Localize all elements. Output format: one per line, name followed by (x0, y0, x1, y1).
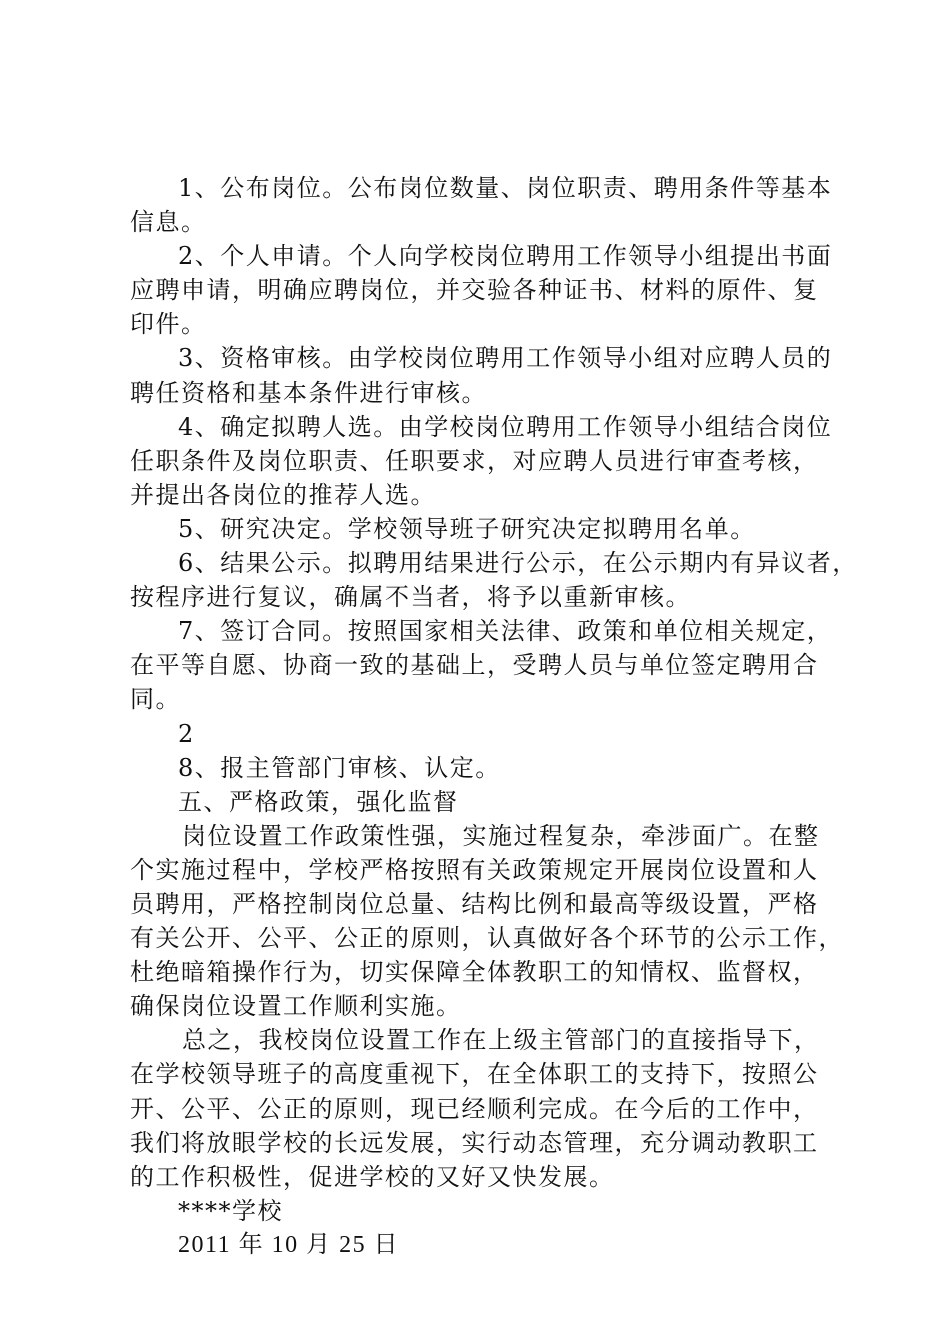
summary-line-5: 的工作积极性，促进学校的又好又快发展。 (130, 1162, 615, 1191)
policy-line-2: 个实施过程中，学校严格按照有关政策规定开展岗位设置和人 (130, 855, 819, 884)
policy-line-4: 有关公开、公平、公正的原则，认真做好各个环节的公示工作， (130, 924, 844, 953)
summary-line-3: 开、公平、公正的原则，现已经顺利完成。在今后的工作中， (130, 1094, 819, 1123)
step-5-paragraph (130, 512, 835, 546)
summary-line-2: 在学校领导班子的高度重视下，在全体职工的支持下，按照公 (130, 1060, 819, 1089)
policy-line-1: 岗位设置工作政策性强，实施过程复杂，牵涉面广。在整 (182, 821, 820, 850)
step-2-line-2: 应聘申请，明确应聘岗位，并交验各种证书、材料的原件、复 (130, 276, 819, 305)
step-3-paragraph (130, 341, 835, 409)
step-7-paragraph (130, 614, 835, 716)
date: 2011 年 10 月 25 日 (178, 1231, 400, 1258)
summary-line-4: 我们将放眼学校的长远发展，实行动态管理，充分调动教职工 (130, 1128, 819, 1157)
policy-line-5: 杜绝暗箱操作行为，切实保障全体教职工的知情权、监督权， (130, 958, 819, 987)
step-4-line-2: 任职条件及岗位职责、任职要求，对应聘人员进行审查考核， (130, 446, 819, 475)
page-number: 2 (178, 719, 195, 748)
step-2-line-3: 印件。 (130, 310, 207, 339)
step-3-line-2: 聘任资格和基本条件进行审核。 (130, 378, 487, 407)
step-1-line-1: 1、公布岗位。公布岗位数量、岗位职责、聘用条件等基本 (178, 174, 833, 202)
step-8-paragraph: 8、报主管部门审核、认定。 (178, 753, 501, 782)
section-heading: 五、严格政策，强化监督 (178, 787, 459, 816)
step-6-paragraph (130, 546, 858, 614)
step-7-line-2: 在平等自愿、协商一致的基础上，受聘人员与单位签定聘用合 (130, 651, 819, 680)
summary-paragraph (130, 1023, 835, 1193)
step-4-line-3: 并提出各岗位的推荐人选。 (130, 480, 436, 509)
document-body (130, 171, 858, 1262)
step-7-line-3: 同。 (130, 685, 181, 714)
step-1-paragraph (130, 171, 835, 239)
signature: ****学校 (178, 1196, 283, 1225)
policy-line-6: 确保岗位设置工作顺利实施。 (130, 992, 462, 1021)
step-2-line-1: 2、个人申请。个人向学校岗位聘用工作领导小组提出书面 (178, 242, 833, 271)
step-1-line-2: 信息。 (130, 208, 207, 237)
step-2-paragraph (130, 239, 835, 341)
policy-paragraph (130, 819, 844, 1024)
step-4-paragraph (130, 410, 835, 512)
step-6-line-1: 6、结果公示。拟聘用结果进行公示，在公示期内有异议者， (178, 549, 858, 578)
step-3-line-1: 3、资格审核。由学校岗位聘用工作领导小组对应聘人员的 (178, 344, 833, 373)
step-6-line-2: 按程序进行复议，确属不当者，将予以重新审核。 (130, 583, 691, 612)
step-7-line-1: 7、签订合同。按照国家相关法律、政策和单位相关规定， (178, 617, 833, 646)
step-5-line-1: 5、研究决定。学校领导班子研究决定拟聘用名单。 (178, 514, 756, 543)
summary-line-1: 总之，我校岗位设置工作在上级主管部门的直接指导下， (182, 1026, 820, 1055)
step-4-line-1: 4、确定拟聘人选。由学校岗位聘用工作领导小组结合岗位 (178, 412, 833, 441)
policy-line-3: 员聘用，严格控制岗位总量、结构比例和最高等级设置，严格 (130, 889, 819, 918)
